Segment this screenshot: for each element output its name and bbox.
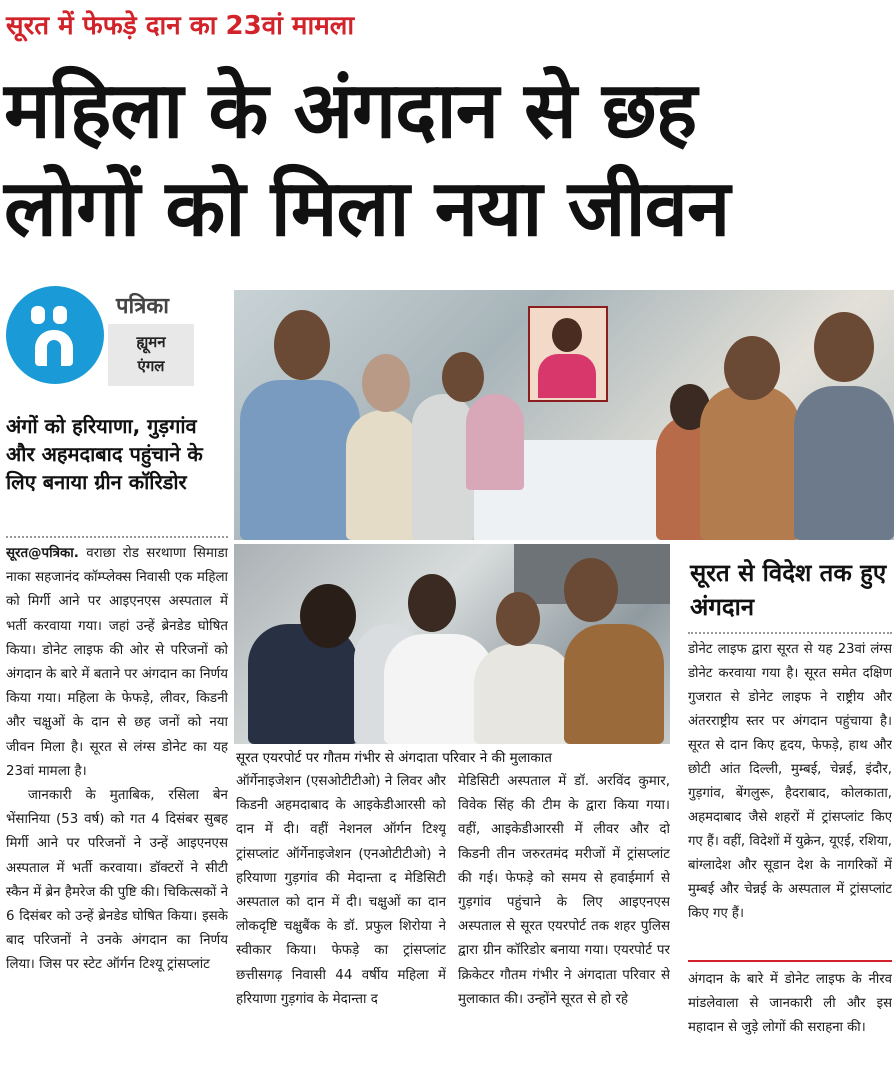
brand-name: पत्रिका	[116, 294, 169, 319]
dotted-divider	[6, 536, 228, 538]
dateline: सूरत@पत्रिका.	[6, 546, 79, 561]
airport-photo	[234, 544, 670, 744]
sidebar-body: डोनेट लाइफ द्वारा सूरत से यह 23वां लंग्स डोनेट करवाया गया है। सूरत समेत दक्षिण गुजरात से डोनेट लाइफ ने राष्ट्रीय और अंतरराष्ट्रीय स्तर पर अंगदान पहुंचाया है। सूरत से दान किए हृदय, फेफड़े, हाथ और छोटी आंत दिल्ली, मुम्बई, चेन्नई, इंदौर, गुड़गांव, बेंगलुरू, हैदराबाद, कोलकाता, अहमदाबाद जैसे शहरों में ट्रांसप्लांट किए गए हैं। वहीं, विदेशों में युक्रेन, यूएई, रशिया, बांग्लादेश और सूडान देश के नागरिकों में मुम्बई और चेन्नई के अस्पताल में ट्रांसप्लांट किए गए हैं।	[688, 642, 892, 921]
sidebar-footer: अंगदान के बारे में डोनेट लाइफ के नीरव मांडलेवाला से जानकारी ली और इस महादान से जुड़े लोगों की सराहना की।	[688, 972, 892, 1035]
main-headline	[4, 62, 892, 258]
headline-line-2: लोगों को मिला नया जीवन	[4, 164, 730, 254]
photo-caption: सूरत एयरपोर्ट पर गौतम गंभीर से अंगदाता परिवार ने की मुलाकात	[236, 750, 552, 766]
side-headline: अंगों को हरियाणा, गुड़गांव और अहमदाबाद पहुंचाने के लिए बनाया ग्रीन कॉरिडोर	[6, 414, 203, 494]
column-1-para-2: जानकारी के मुताबिक, रसिला बेन भेंसानिया (53 वर्ष) को गत 4 दिसंबर सुबह मिर्गी आने पर परिजनों ने उन्हें आइएनएस अस्पताल में भर्ती करवाया। डॉक्टरों ने सीटी स्कैन में ब्रेन हैमरेज की पुष्टि की। चिकित्सकों ने 6 दिसंबर को उन्हें ब्रेनडेड घोषित किया। इसके बाद परिजनों ने उनके अंगदान का निर्णय लिया। जिस पर स्टेट ऑर्गन टिश्यू ट्रांसप्लांट	[6, 788, 228, 973]
para-1-text: वराछा रोड सरथाणा सिमाडा नाका सहजानंद कॉम्प्लेक्स निवासी एक महिला को मिर्गी आने पर आइएनएस अस्पताल में भर्ती करवाया गया। जहां उन्हें ब्रेनडेड घोषित किया। डोनेट लाइफ की ओर से परिजनों को अंगदान के बारे में बताने पर अंगदान का निर्णय किया गया। महिला के फेफड़े, लीवर, किडनी और चक्षुओं के दान से छह जनों को नया जीवन मिला है। सूरत से लंग्स डोनेट का यह 23वां मामला है।	[6, 546, 228, 779]
sidebar-dotted-divider	[688, 632, 892, 634]
kicker-headline: सूरत में फेफड़े दान का 23वां मामला	[6, 11, 355, 41]
headline-line-1: महिला के अंगदान से छह	[4, 66, 697, 156]
article-column-3: मेडिसिटी अस्पताल में डॉ. अरविंद कुमार, विवेक सिंह की टीम के द्वारा किया गया। वहीं, आइकेडीआरसी में लीवर और दो किडनी तीन जरुरतमंद मरीजों में ट्रांसप्लांट की गई। फेफड़े को समय से हवाईमार्ग से गुड़गांव पहुंचाने के लिए आइएनएस अस्पताल से सूरत एयरपोर्ट तक शहर पुलिस द्वारा ग्रीन कॉरिडोर बनाया गया। एयरपोर्ट पर क्रिकेटर गौतम गंभीर ने अंगदाता परिवार से मुलाकात की। उन्होंने सूरत से हो रहे	[458, 774, 670, 1007]
sidebar-headline: सूरत से विदेश तक हुए अंगदान	[690, 559, 887, 621]
human-angle-logo-icon	[6, 286, 104, 384]
angle-line-1: ह्यूमन	[136, 333, 166, 351]
angle-line-2: एंगल	[137, 357, 165, 375]
donor-portrait	[528, 306, 608, 402]
sidebar-red-rule	[688, 960, 892, 962]
article-column-1	[6, 542, 228, 1062]
column-1-para-1	[6, 542, 228, 784]
article-column-2: ऑर्गेनाइजेशन (एसओटीटीओ) ने लिवर और किडनी अहमदाबाद के आइकेडीआरसी को दान में दी। वहीं नेशनल ऑर्गन टिश्यू ट्रांसप्लांट ऑर्गेनाइजेशन (एनओटीटीओ) ने हरियाणा गुड़गांव की मेदान्ता द मेडिसिटी अस्पताल को दान में दी। चक्षुओं का दान लोकदृष्टि चक्षुबैंक के डॉ. प्रफुल शिरोया ने स्वीकार किया। फेफड़े का ट्रांसप्लांट छत्तीसगढ़ निवासी 44 वर्षीय महिला में हरियाणा गुड़गांव के मेदान्ता द	[236, 774, 446, 1007]
human-angle-label	[108, 324, 194, 386]
hospital-photo	[234, 290, 894, 540]
